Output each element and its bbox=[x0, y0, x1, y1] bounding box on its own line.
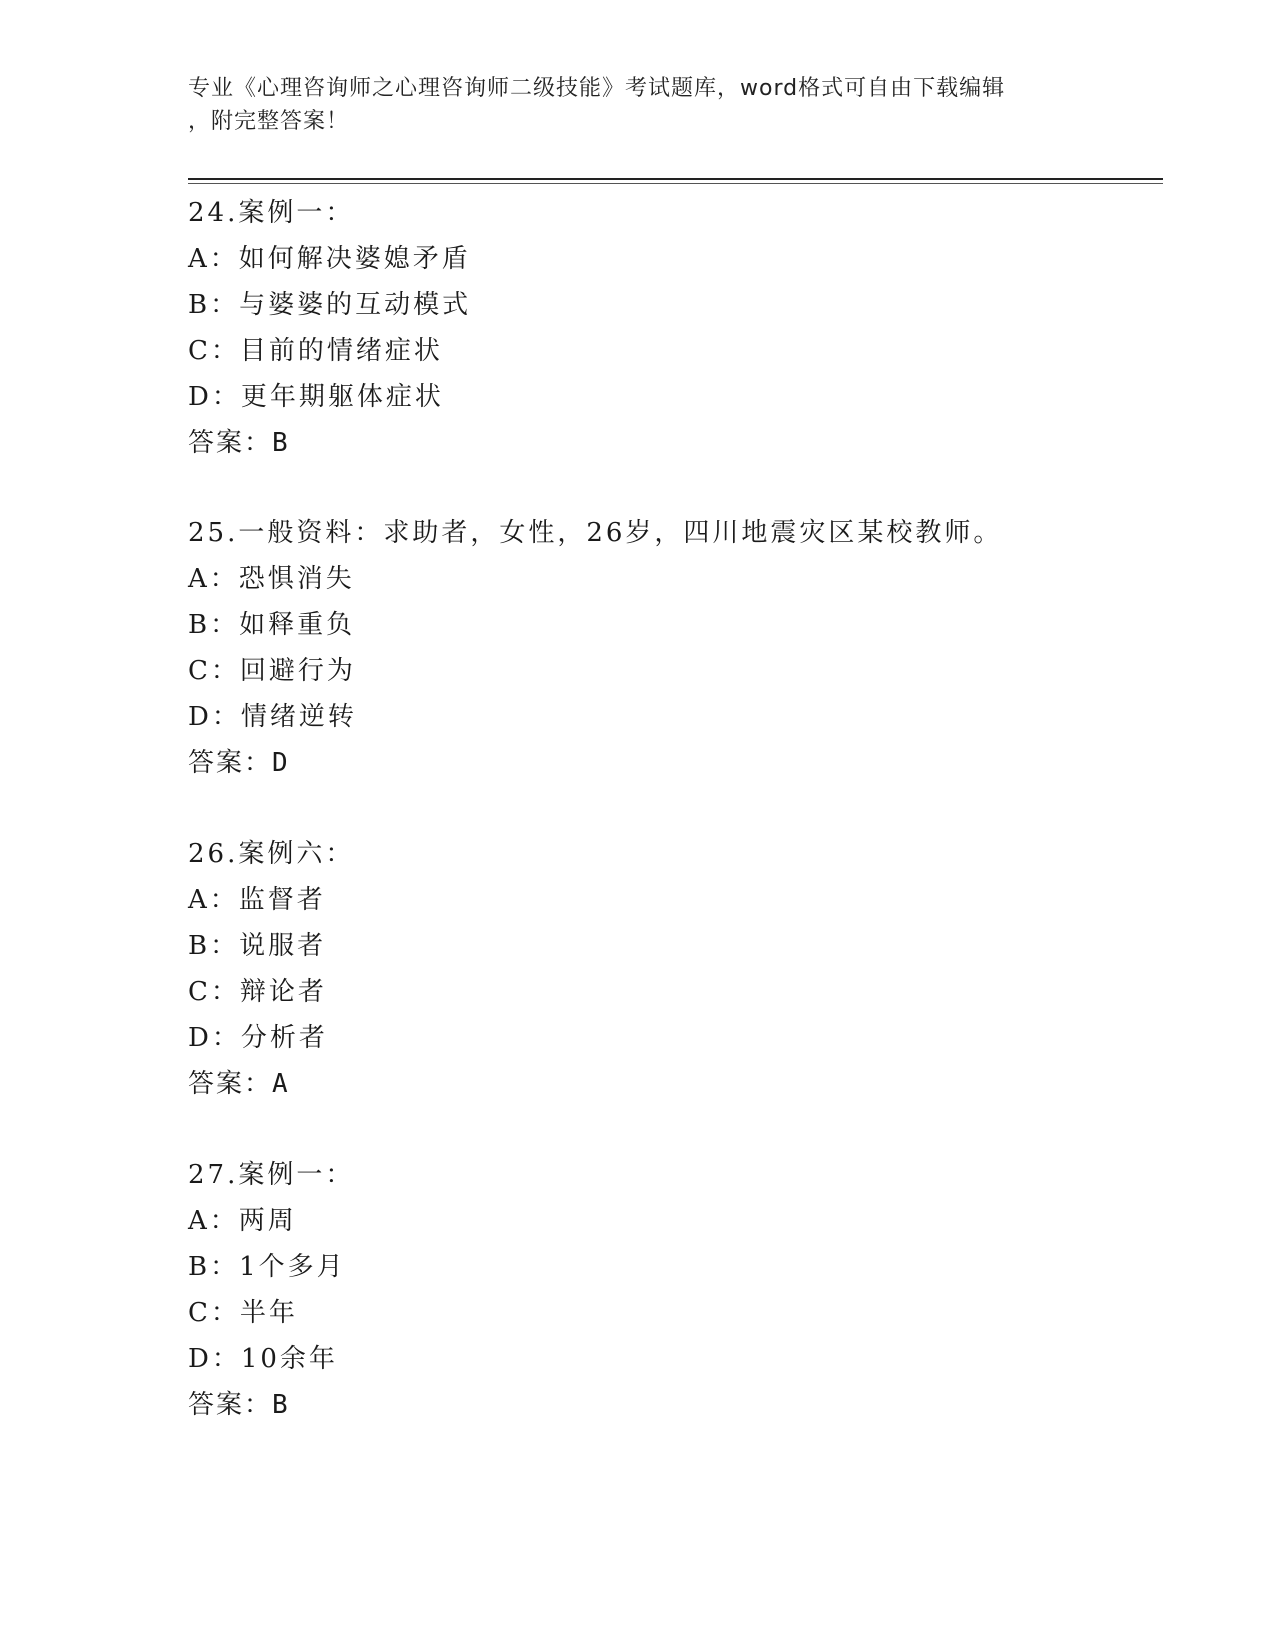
header-line-2: ，附完整答案！ bbox=[188, 109, 350, 134]
question-stem: 27.案例一： bbox=[188, 1160, 355, 1190]
option-d: D：更年期躯体症状 bbox=[188, 382, 444, 412]
answer-value: D bbox=[272, 748, 290, 778]
header-divider-thin bbox=[188, 183, 1163, 184]
option-b: B：如释重负 bbox=[188, 610, 356, 640]
option-c: C：辩论者 bbox=[188, 977, 327, 1007]
question-26 bbox=[188, 831, 1088, 1107]
answer-value: B bbox=[272, 1390, 290, 1420]
header-divider-thick bbox=[188, 178, 1163, 180]
option-d: D：分析者 bbox=[188, 1023, 328, 1053]
option-a: A：两周 bbox=[188, 1206, 297, 1236]
question-24 bbox=[188, 190, 1088, 466]
answer-value: A bbox=[272, 1069, 290, 1099]
answer-value: B bbox=[272, 428, 290, 458]
option-d: D：10余年 bbox=[188, 1344, 338, 1374]
answer-line bbox=[188, 1382, 1088, 1428]
document-header bbox=[188, 72, 1068, 138]
question-stem: 25.一般资料：求助者，女性，26岁，四川地震灾区某校教师。 bbox=[188, 518, 1003, 548]
option-a: A：恐惧消失 bbox=[188, 564, 355, 594]
question-stem: 26.案例六： bbox=[188, 839, 355, 869]
option-a: A：监督者 bbox=[188, 885, 326, 915]
option-b: B：与婆婆的互动模式 bbox=[188, 290, 472, 320]
answer-line bbox=[188, 420, 1088, 466]
answer-label: 答案： bbox=[188, 1069, 273, 1099]
option-c: C：回避行为 bbox=[188, 656, 356, 686]
question-stem: 24.案例一： bbox=[188, 198, 355, 228]
header-line-1: 专业《心理咨询师之心理咨询师二级技能》考试题库，word格式可自由下载编辑 bbox=[188, 76, 1006, 101]
option-c: C：半年 bbox=[188, 1298, 298, 1328]
option-b: B：1个多月 bbox=[188, 1252, 346, 1282]
question-25 bbox=[188, 510, 1088, 786]
option-a: A：如何解决婆媳矛盾 bbox=[188, 244, 471, 274]
option-d: D：情绪逆转 bbox=[188, 702, 357, 732]
answer-label: 答案： bbox=[188, 748, 273, 778]
question-27 bbox=[188, 1152, 1088, 1428]
answer-line bbox=[188, 1061, 1088, 1107]
option-c: C：目前的情绪症状 bbox=[188, 336, 443, 366]
answer-label: 答案： bbox=[188, 1390, 273, 1420]
answer-label: 答案： bbox=[188, 428, 273, 458]
answer-line bbox=[188, 740, 1088, 786]
option-b: B：说服者 bbox=[188, 931, 327, 961]
